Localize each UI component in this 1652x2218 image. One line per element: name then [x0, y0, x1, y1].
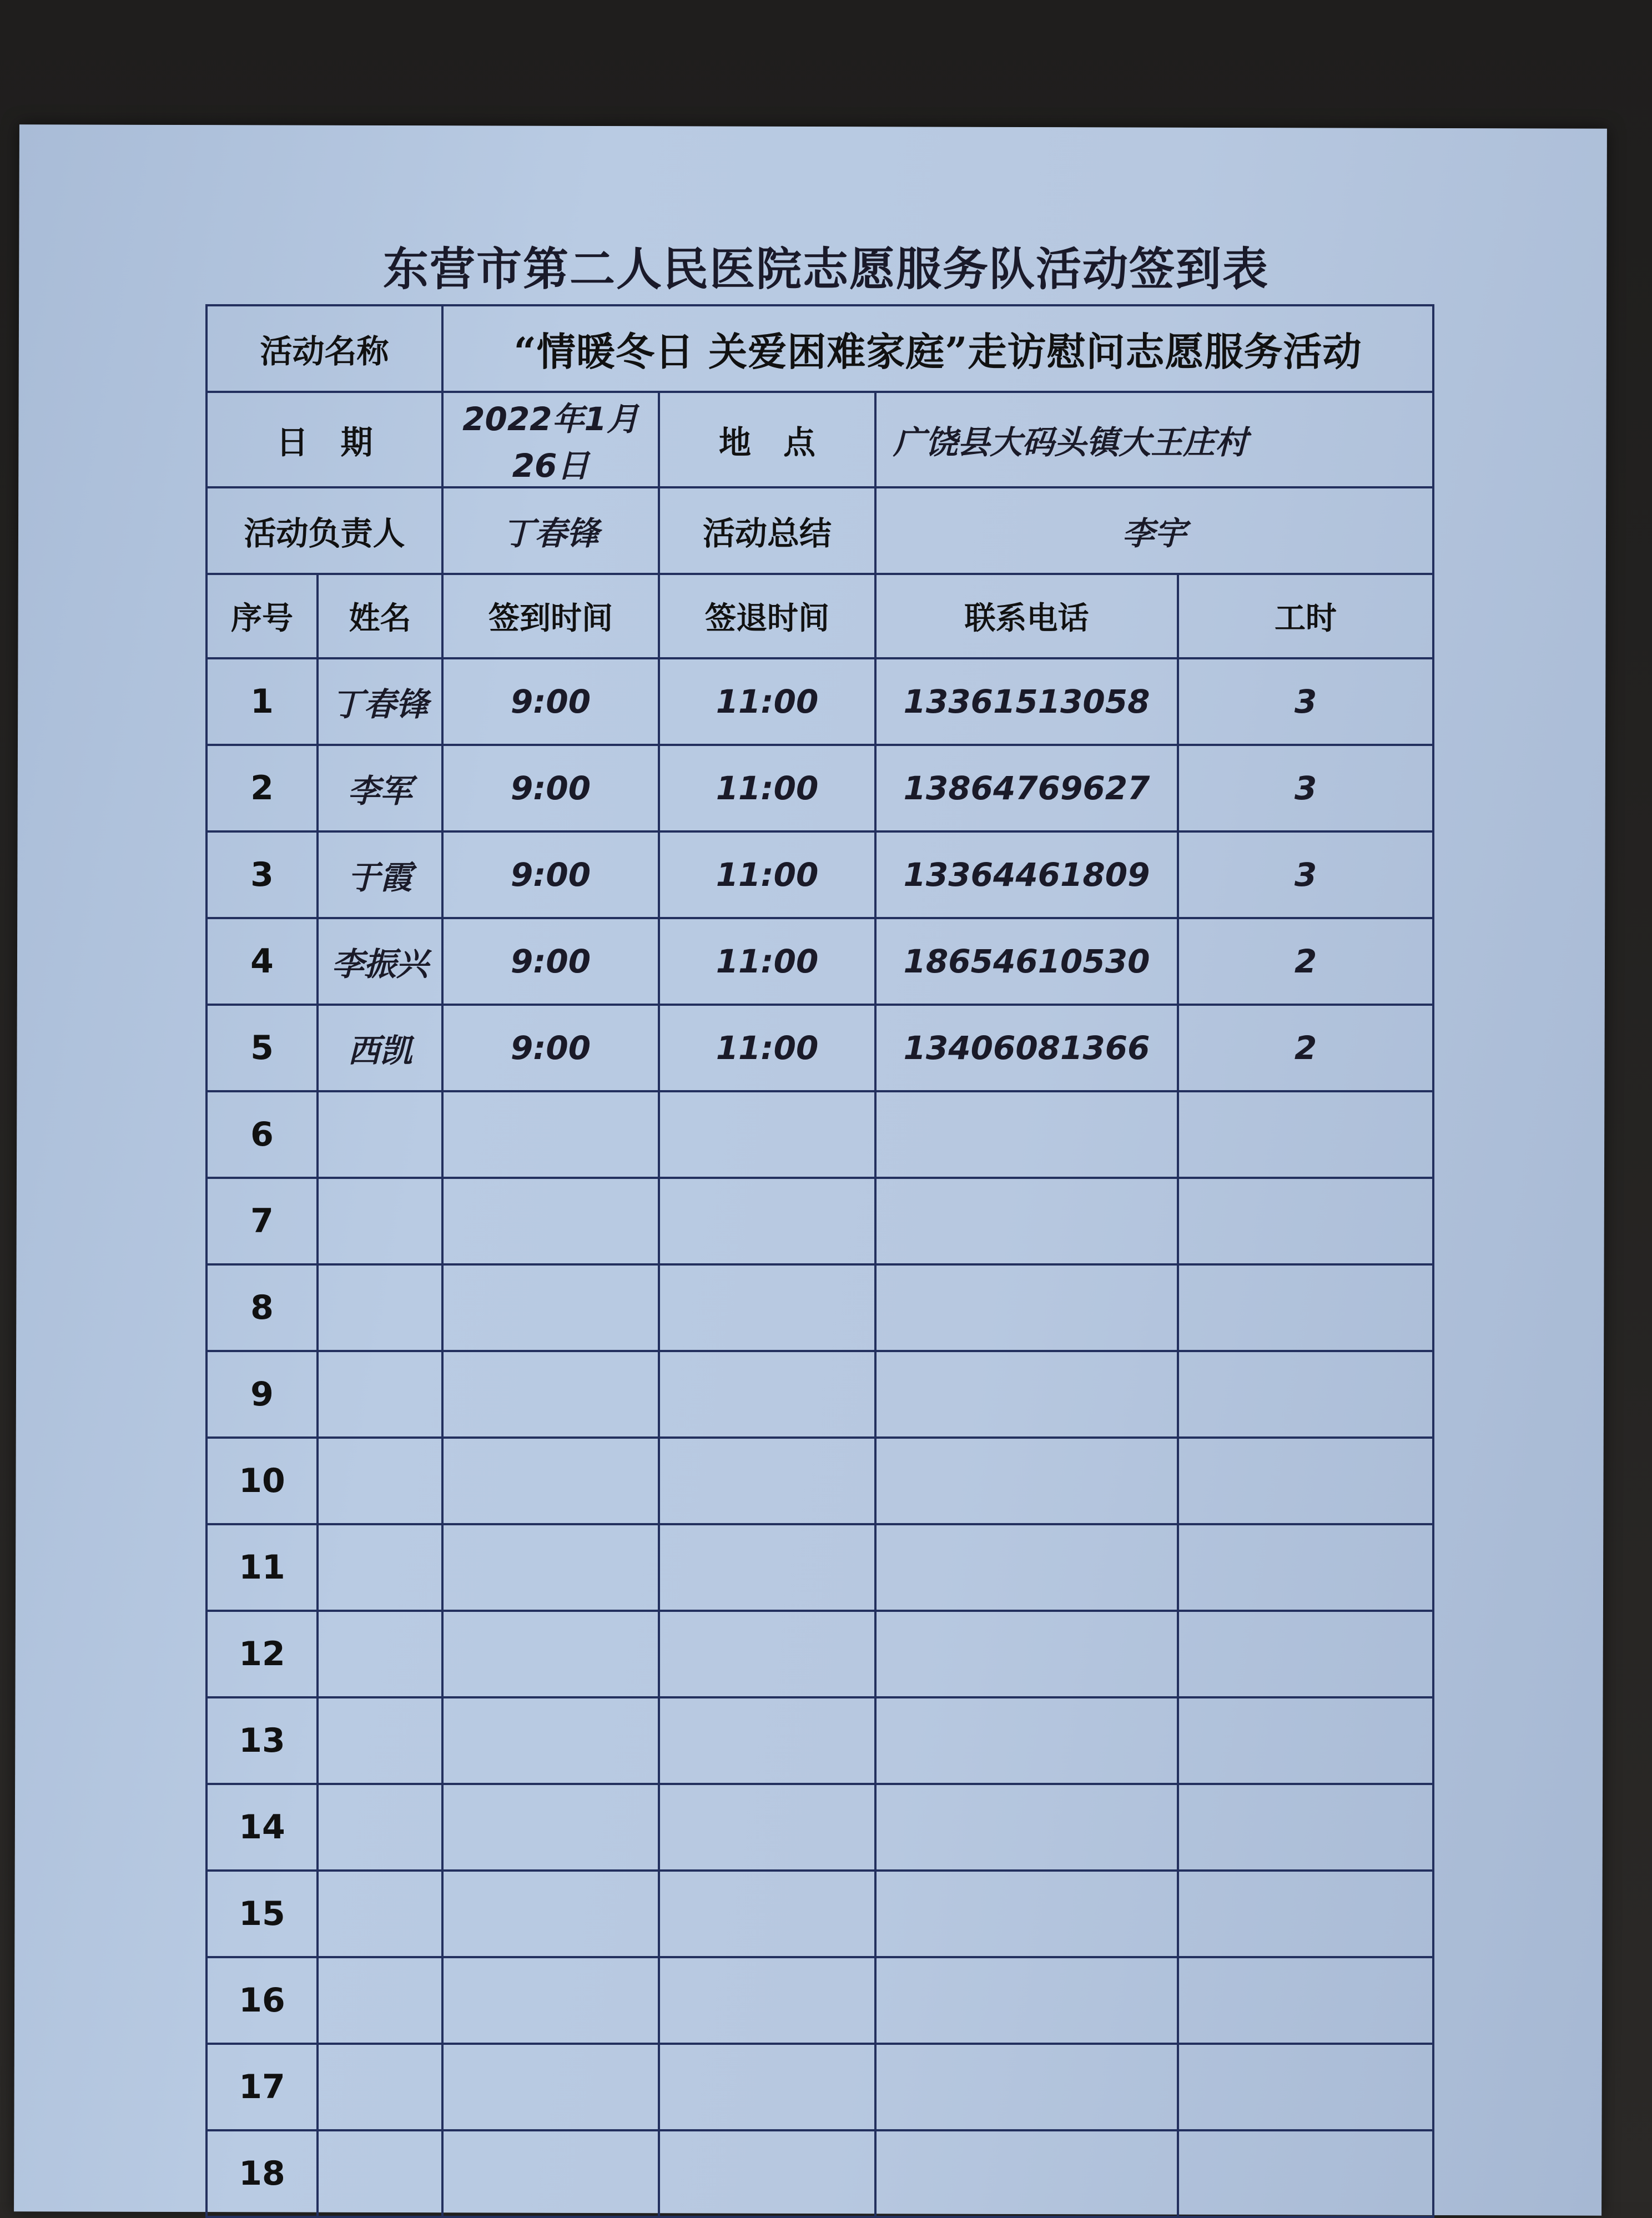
table-row: [206, 1697, 1433, 1784]
row-seq: 7: [206, 1178, 318, 1264]
table-row: [206, 2130, 1433, 2217]
row-sign-in: 9:00: [442, 745, 659, 831]
row-sign-in: [442, 1871, 659, 1957]
row-sign-in: 9:00: [442, 831, 659, 918]
row-sign-out: [659, 1611, 875, 1697]
summary-value: 李宇: [875, 487, 1433, 574]
row-phone: [875, 1611, 1178, 1697]
row-hours: [1178, 1178, 1433, 1264]
col-header-sign-in: 签到时间: [442, 574, 659, 658]
row-hours: [1178, 1957, 1433, 2044]
row-hours: 2: [1178, 918, 1433, 1005]
col-header-name: 姓名: [318, 574, 442, 658]
row-seq: 16: [206, 1957, 318, 2044]
sign-in-table: [205, 304, 1434, 2218]
row-phone: [875, 1784, 1178, 1871]
row-phone: 13406081366: [875, 1005, 1178, 1091]
row-sign-out: [659, 1351, 875, 1438]
row-sign-out: 11:00: [659, 745, 875, 831]
row-sign-out: [659, 1524, 875, 1611]
row-hours: [1178, 1091, 1433, 1178]
row-sign-in: [442, 1611, 659, 1697]
row-phone: [875, 1091, 1178, 1178]
row-phone: [875, 1524, 1178, 1611]
row-name: 于霞: [318, 831, 442, 918]
row-sign-in: [442, 1697, 659, 1784]
row-name: [318, 1091, 442, 1178]
row-phone: [875, 1178, 1178, 1264]
activity-name-label: 活动名称: [206, 305, 442, 392]
row-hours: [1178, 1264, 1433, 1351]
row-sign-out: [659, 1871, 875, 1957]
row-name: 李军: [318, 745, 442, 831]
row-name: [318, 1438, 442, 1524]
row-seq: 18: [206, 2130, 318, 2217]
form-title: 东营市第二人民医院志愿服务队活动签到表: [382, 243, 1269, 296]
row-sign-out: [659, 1264, 875, 1351]
row-hours: [1178, 1784, 1433, 1871]
row-name: [318, 2130, 442, 2217]
row-name: [318, 1611, 442, 1697]
table-row: [206, 1957, 1433, 2044]
row-sign-out: [659, 1438, 875, 1524]
row-phone: [875, 1351, 1178, 1438]
summary-label: 活动总结: [659, 487, 875, 574]
row-sign-in: [442, 1524, 659, 1611]
table-row: [206, 1524, 1433, 1611]
row-name: [318, 1178, 442, 1264]
row-sign-out: [659, 2044, 875, 2130]
table-row: [206, 1178, 1433, 1264]
row-hours: [1178, 1524, 1433, 1611]
row-sign-in: [442, 1091, 659, 1178]
row-sign-out: [659, 1697, 875, 1784]
row-sign-out: 11:00: [659, 658, 875, 745]
row-hours: [1178, 2130, 1433, 2217]
row-name: [318, 2044, 442, 2130]
row-sign-in: 9:00: [442, 918, 659, 1005]
table-row: [206, 1264, 1433, 1351]
col-header-hours: 工时: [1178, 574, 1433, 658]
row-sign-out: [659, 1784, 875, 1871]
row-sign-in: [442, 1178, 659, 1264]
row-seq: 3: [206, 831, 318, 918]
row-name: [318, 1524, 442, 1611]
row-seq: 4: [206, 918, 318, 1005]
row-name: [318, 1871, 442, 1957]
row-seq: 8: [206, 1264, 318, 1351]
column-header-row: [206, 574, 1433, 658]
row-phone: [875, 1264, 1178, 1351]
row-name: [318, 1697, 442, 1784]
row-seq: 17: [206, 2044, 318, 2130]
row-hours: [1178, 1351, 1433, 1438]
row-phone: [875, 1697, 1178, 1784]
row-sign-in: [442, 1957, 659, 2044]
row-seq: 15: [206, 1871, 318, 1957]
row-seq: 9: [206, 1351, 318, 1438]
row-name: [318, 1957, 442, 2044]
row-seq: 6: [206, 1091, 318, 1178]
row-phone: 13864769627: [875, 745, 1178, 831]
table-row: [206, 1438, 1433, 1524]
row-hours: 3: [1178, 831, 1433, 918]
row-hours: [1178, 1871, 1433, 1957]
row-sign-in: [442, 2044, 659, 2130]
table-row: [206, 658, 1433, 745]
row-sign-out: [659, 1957, 875, 2044]
row-seq: 12: [206, 1611, 318, 1697]
row-phone: 18654610530: [875, 918, 1178, 1005]
row-hours: 3: [1178, 658, 1433, 745]
leader-label: 活动负责人: [206, 487, 442, 574]
row-hours: [1178, 1438, 1433, 1524]
row-hours: 2: [1178, 1005, 1433, 1091]
row-sign-in: [442, 2130, 659, 2217]
row-seq: 5: [206, 1005, 318, 1091]
col-header-sign-out: 签退时间: [659, 574, 875, 658]
row-phone: [875, 1871, 1178, 1957]
row-sign-out: 11:00: [659, 1005, 875, 1091]
row-sign-in: [442, 1438, 659, 1524]
row-sign-out: [659, 2130, 875, 2217]
table-row: [206, 1784, 1433, 1871]
date-value: 2022年1月26日: [442, 392, 659, 487]
row-phone: [875, 1957, 1178, 2044]
row-seq: 10: [206, 1438, 318, 1524]
row-name: [318, 1351, 442, 1438]
row-seq: 11: [206, 1524, 318, 1611]
location-label: 地 点: [659, 392, 875, 487]
row-hours: [1178, 1697, 1433, 1784]
row-sign-in: [442, 1784, 659, 1871]
row-sign-out: 11:00: [659, 918, 875, 1005]
table-row: [206, 745, 1433, 831]
date-label: 日 期: [206, 392, 442, 487]
row-sign-out: [659, 1091, 875, 1178]
activity-name-value: “情暖冬日 关爱困难家庭”走访慰问志愿服务活动: [442, 305, 1433, 392]
table-row: [206, 1005, 1433, 1091]
row-name: 丁春锋: [318, 658, 442, 745]
leader-summary-row: [206, 487, 1433, 574]
table-row: [206, 1351, 1433, 1438]
table-row: [206, 918, 1433, 1005]
row-phone: 13364461809: [875, 831, 1178, 918]
row-phone: [875, 1438, 1178, 1524]
row-phone: [875, 2130, 1178, 2217]
row-sign-in: [442, 1264, 659, 1351]
col-header-seq: 序号: [206, 574, 318, 658]
row-hours: 3: [1178, 745, 1433, 831]
table-row: [206, 831, 1433, 918]
date-location-row: [206, 392, 1433, 487]
row-name: 西凯: [318, 1005, 442, 1091]
col-header-phone: 联系电话: [875, 574, 1178, 658]
location-value: 广饶县大码头镇大王庄村: [875, 392, 1433, 487]
row-seq: 14: [206, 1784, 318, 1871]
row-name: 李振兴: [318, 918, 442, 1005]
row-sign-out: 11:00: [659, 831, 875, 918]
table-row: [206, 2044, 1433, 2130]
table-row: [206, 1091, 1433, 1178]
row-seq: 13: [206, 1697, 318, 1784]
row-hours: [1178, 1611, 1433, 1697]
table-row: [206, 1871, 1433, 1957]
row-seq: 1: [206, 658, 318, 745]
leader-value: 丁春锋: [442, 487, 659, 574]
table-row: [206, 1611, 1433, 1697]
row-sign-in: [442, 1351, 659, 1438]
activity-name-row: [206, 305, 1433, 392]
row-sign-in: 9:00: [442, 1005, 659, 1091]
row-name: [318, 1264, 442, 1351]
row-name: [318, 1784, 442, 1871]
row-phone: 13361513058: [875, 658, 1178, 745]
row-sign-in: 9:00: [442, 658, 659, 745]
row-sign-out: [659, 1178, 875, 1264]
row-seq: 2: [206, 745, 318, 831]
row-phone: [875, 2044, 1178, 2130]
row-hours: [1178, 2044, 1433, 2130]
